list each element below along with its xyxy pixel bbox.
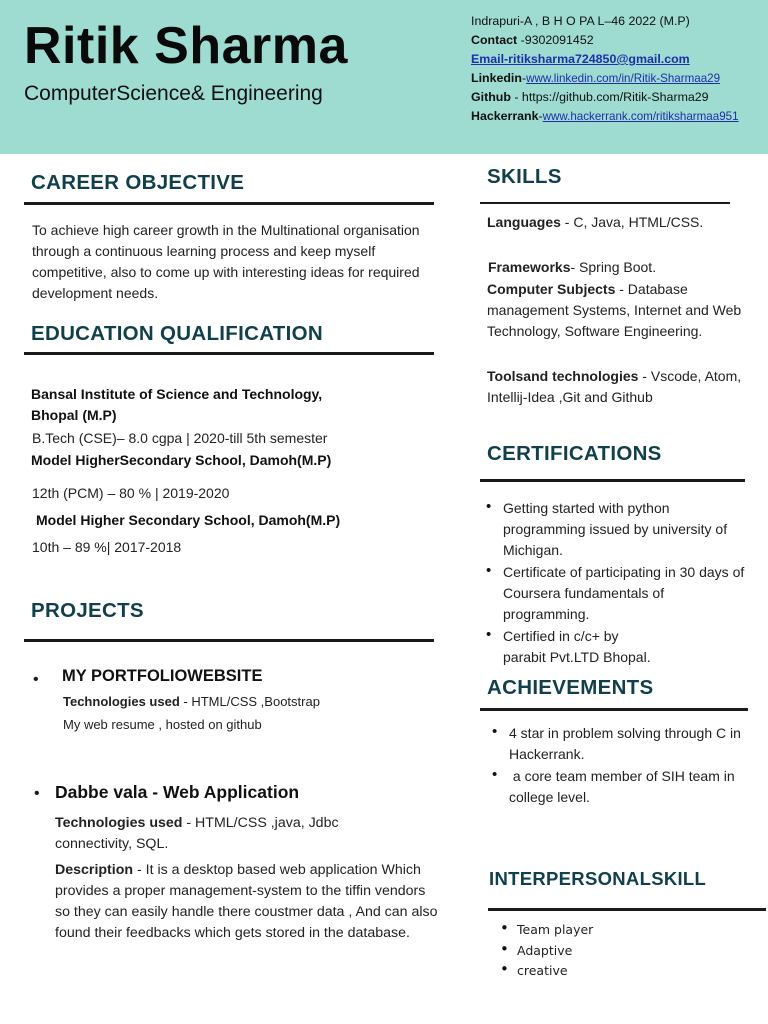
interpersonal-item: • Team player bbox=[517, 920, 717, 941]
skills-frameworks-value: - Spring Boot. bbox=[570, 259, 657, 275]
education-school-10: Model Higher Secondary School, Damoh(M.P) bbox=[36, 512, 341, 528]
certifications-heading: CERTIFICATIONS bbox=[487, 442, 662, 465]
achievements-list bbox=[509, 723, 749, 808]
linkedin-label: Linkedin bbox=[471, 71, 522, 85]
section-divider bbox=[480, 708, 748, 711]
project-tech-label: Technologies used bbox=[55, 815, 183, 831]
achievement-item: • a core team member of SIH team in college level. bbox=[509, 766, 749, 808]
linkedin-separator: - bbox=[521, 71, 527, 85]
skills-subjects-label: Computer Subjects bbox=[487, 281, 616, 297]
skills-heading: SKILLS bbox=[487, 165, 562, 188]
project-tech-value: - HTML/CSS ,java, Jdbc connectivity, SQL. bbox=[55, 815, 339, 852]
github-value: - https://github.com/Ritik-Sharma29 bbox=[510, 90, 709, 104]
bullet-icon: • bbox=[34, 785, 40, 802]
hackerrank-separator: - bbox=[538, 109, 543, 123]
skills-languages-value: - C, Java, HTML/CSS. bbox=[560, 214, 704, 230]
skills-frameworks bbox=[488, 257, 748, 278]
skills-tools bbox=[487, 366, 755, 408]
project-title: MY PORTFOLIOWEBSITE bbox=[62, 667, 263, 685]
interpersonal-list bbox=[517, 920, 717, 982]
project-description-value: - It is a desktop based web application Which provides a proper management-system to the tiffin vendors so they can easily handle there coustmer data , And can also found their feedbacks which gets stored in the database. bbox=[55, 862, 438, 941]
contact-label: Contact bbox=[471, 33, 518, 47]
linkedin-link[interactable]: www.linkedin.com/in/Ritik-Sharmaa29 bbox=[526, 72, 721, 85]
github-line bbox=[471, 88, 761, 107]
section-divider bbox=[480, 202, 730, 204]
project-tech bbox=[63, 691, 443, 712]
header-band bbox=[0, 0, 768, 154]
section-divider bbox=[480, 479, 745, 482]
email-link[interactable]: Email-ritiksharma724850@gmail.com bbox=[471, 52, 690, 66]
bullet-icon: • bbox=[33, 671, 39, 688]
hackerrank-line bbox=[471, 107, 761, 126]
achievements-heading: ACHIEVEMENTS bbox=[487, 676, 654, 699]
address: Indrapuri-A , B H O PA L–46 2022 (M.P) bbox=[471, 14, 690, 28]
skills-languages-label: Languages bbox=[487, 214, 561, 230]
hackerrank-label: Hackerrank bbox=[471, 109, 539, 123]
education-college: Bansal Institute of Science and Technology, Bhopal (M.P) bbox=[31, 386, 323, 423]
project-description-label: Description bbox=[55, 862, 134, 878]
certifications-list bbox=[503, 498, 748, 668]
education-grade-12: 12th (PCM) – 80 % | 2019-2020 bbox=[32, 485, 230, 501]
hackerrank-link[interactable]: www.hackerrank.com/ritiksharmaa951 bbox=[542, 110, 739, 123]
project-tech bbox=[55, 813, 390, 855]
career-objective-heading: CAREER OBJECTIVE bbox=[31, 171, 245, 194]
section-divider bbox=[24, 352, 434, 355]
interpersonal-item: • creative bbox=[517, 961, 717, 982]
skills-tools-label: Toolsand technologies bbox=[487, 368, 639, 384]
section-divider bbox=[24, 202, 434, 205]
project-tech-value: - HTML/CSS ,Bootstrap bbox=[179, 694, 320, 709]
certification-item: • Certificate of participating in 30 days of Coursera fundamentals of programming. bbox=[503, 562, 748, 625]
skills-computer-subjects bbox=[487, 279, 742, 342]
contact-line bbox=[471, 31, 761, 50]
skills-frameworks-label: Frameworks bbox=[488, 259, 571, 275]
section-divider bbox=[488, 908, 766, 911]
certification-item: • Certified in c/c+ by parabit Pvt.LTD Bhopal. bbox=[503, 626, 663, 668]
education-btech: B.Tech (CSE)– 8.0 cgpa | 2020-till 5th semester bbox=[32, 430, 328, 446]
education-grade-10: 10th – 89 %| 2017-2018 bbox=[32, 539, 182, 555]
project-description bbox=[55, 860, 440, 944]
section-divider bbox=[24, 639, 434, 642]
interpersonal-heading: INTERPERSONALSKILL bbox=[489, 868, 707, 889]
candidate-subtitle: ComputerScience& Engineering bbox=[24, 82, 323, 105]
project-tech-label: Technologies used bbox=[63, 694, 180, 709]
contact-value: -9302091452 bbox=[517, 33, 594, 47]
education-school-12: Model HigherSecondary School, Damoh(M.P) bbox=[31, 452, 332, 468]
github-label: Github bbox=[471, 90, 511, 104]
project-description: My web resume , hosted on github bbox=[63, 717, 262, 732]
skills-subjects-value: - Database management Systems, Internet and Web Technology, Software Engineering. bbox=[487, 281, 742, 339]
interpersonal-item: • Adaptive bbox=[517, 941, 717, 962]
career-objective-text: To achieve high career growth in the Multinational organisation through a continuous learning process and keep myself competitive, also to come up with interesting ideas for required development needs. bbox=[32, 222, 420, 301]
linkedin-line bbox=[471, 69, 761, 88]
skills-tools-value: - Vscode, Atom, Intellij-Idea ,Git and Github bbox=[487, 368, 742, 405]
projects-heading: PROJECTS bbox=[31, 599, 144, 622]
education-heading: EDUCATION QUALIFICATION bbox=[31, 322, 323, 345]
certification-item: • Getting started with python programming issued by university of Michigan. bbox=[503, 498, 748, 561]
contact-block bbox=[471, 12, 761, 126]
skills-languages bbox=[487, 212, 737, 233]
candidate-name: Ritik Sharma bbox=[24, 17, 348, 75]
achievement-item: • 4 star in problem solving through C in Hackerrank. bbox=[509, 723, 749, 765]
project-title: Dabbe vala - Web Application bbox=[55, 782, 300, 802]
